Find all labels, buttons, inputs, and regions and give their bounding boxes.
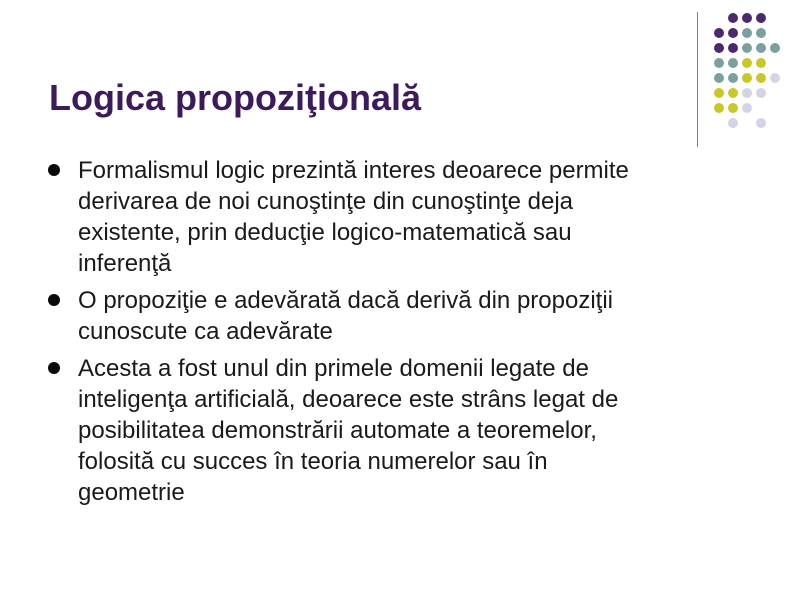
decorative-dot (728, 28, 738, 38)
decorative-dot (770, 43, 780, 53)
decorative-dot (756, 43, 766, 53)
bullet-list (48, 155, 748, 514)
bullet-item-3 (48, 353, 748, 508)
decorative-dot (742, 103, 752, 113)
decorative-dot (756, 118, 766, 128)
decorative-dot (742, 88, 752, 98)
decorative-dot (714, 43, 724, 53)
decorative-dot (714, 88, 724, 98)
decorative-dot (756, 28, 766, 38)
decorative-dot (742, 28, 752, 38)
decorative-dot (742, 73, 752, 83)
bullet-dot-icon (48, 362, 60, 374)
decorative-dot (742, 13, 752, 23)
decorative-dot (770, 73, 780, 83)
decorative-dot (728, 73, 738, 83)
bullet-text: Formalismul logic prezintă interes deoarece permite derivarea de noi cunoştinţe din cunoştinţe deja existente, prin deducţie logico-matematică sau inferenţă (78, 157, 629, 277)
decorative-dot (756, 73, 766, 83)
bullet-text: O propoziţie e adevărată dacă derivă din propoziţii cunoscute ca adevărate (78, 287, 613, 345)
decorative-dot (714, 28, 724, 38)
decorative-dot (756, 88, 766, 98)
decorative-dot (714, 103, 724, 113)
decorative-dot (756, 58, 766, 68)
bullet-item-1 (48, 155, 748, 279)
slide-title: Logica propoziţională (49, 77, 422, 118)
decorative-dot (728, 43, 738, 53)
decorative-dot (728, 118, 738, 128)
decorative-dot (728, 88, 738, 98)
bullet-item-2 (48, 285, 748, 347)
bullet-dot-icon (48, 294, 60, 306)
decorative-dot (742, 58, 752, 68)
decorative-dot (728, 13, 738, 23)
decorative-dot (742, 43, 752, 53)
bullet-text: Acesta a fost unul din primele domenii legate de inteligenţa artificială, deoarece este strâns legat de posibilitatea demonstrării automate a teoremelor, folosită cu succes în teoria numerelor sau în geometrie (78, 355, 619, 506)
decorative-dot (756, 13, 766, 23)
decorative-dot (714, 73, 724, 83)
decorative-dot (728, 103, 738, 113)
bullet-dot-icon (48, 164, 60, 176)
decorative-dot (728, 58, 738, 68)
decorative-dot (714, 58, 724, 68)
